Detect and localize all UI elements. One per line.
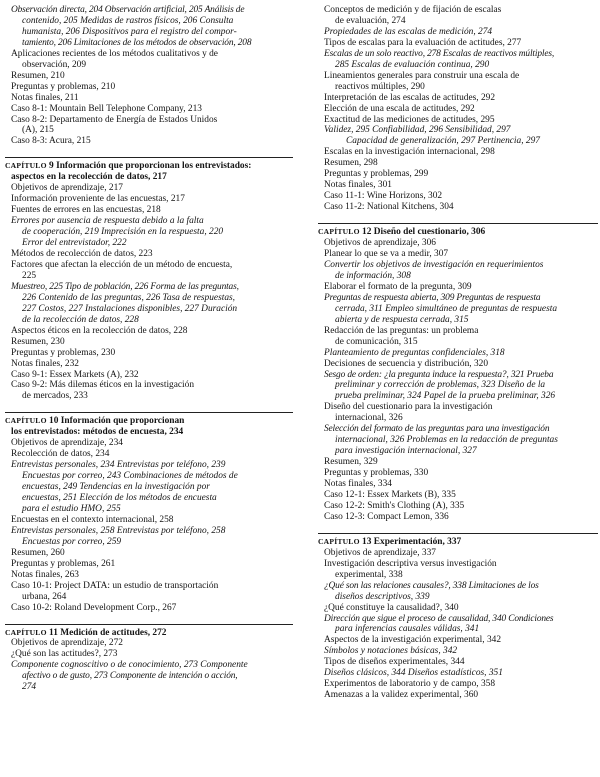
toc-entry: Escalas de un solo reactivo, 278 Escalas de reactivos múltiples,: [324, 48, 555, 59]
toc-entry: Selección del formato de las preguntas para una investigación: [324, 424, 550, 435]
toc-entry: de cooperación, 219 Imprecisión en la respuesta, 220: [22, 227, 224, 238]
toc-entry: observación, 209: [22, 59, 87, 70]
toc-entry: Resumen, 329: [324, 457, 378, 468]
chapter-heading: CAPÍTULO 10 Información que proporcionan: [5, 416, 185, 427]
toc-entry: Caso 9-2: Más dilemas éticos en la investigación: [11, 380, 195, 391]
toc-entry: Preguntas de respuesta abierta, 309 Preguntas de respuesta: [324, 292, 541, 303]
toc-entry: Factores que afectan la elección de un método de encuesta,: [11, 259, 233, 270]
toc-entry: Redacción de las preguntas: un problema: [324, 325, 479, 336]
toc-entry: cerrada, 311 Empleo simultáneo de preguntas de respuesta: [335, 303, 558, 314]
toc-entry: Observación directa, 204 Observación artificial, 205 Análisis de: [11, 5, 245, 15]
toc-entry: tamiento, 206 Limitaciones de los métodos de observación, 208: [22, 37, 252, 48]
continued-section: [318, 5, 598, 213]
toc-entry: Capacidad de generalización, 297 Pertinencia, 297: [346, 136, 540, 147]
toc-entry: Caso 8-3: Acura, 215: [11, 136, 91, 147]
toc-entry: Conceptos de medición y de fijación de escalas: [324, 5, 502, 15]
toc-entry: abierta y de respuesta cerrada, 315: [335, 314, 469, 325]
toc-entry: Entrevistas personales, 234 Entrevistas por teléfono, 239: [11, 460, 226, 471]
toc-entry: Caso 9-1: Essex Markets (A), 232: [11, 369, 139, 380]
toc-entry: Caso 11-1: Wine Horizons, 302: [324, 191, 443, 202]
toc-entry: afectivo o de gusto, 273 Componente de intención o acción,: [22, 671, 238, 682]
toc-entry: Notas finales, 263: [11, 569, 79, 580]
toc-entry: Experimentos de laboratorio y de campo, 358: [324, 679, 496, 690]
toc-entry: Objetivos de aprendizaje, 306: [324, 238, 436, 249]
toc-entry: experimental, 338: [335, 569, 403, 580]
toc-entry: internacional, 326: [335, 413, 403, 424]
toc-entry: de evaluación, 274: [335, 15, 406, 26]
chapter-heading-continued: aspectos en la recolección de datos, 217: [11, 172, 167, 183]
toc-entry: Componente cognoscitivo o de conocimiento, 273 Componente: [11, 660, 248, 671]
toc-entry: Investigación descriptiva versus investigación: [324, 558, 497, 569]
toc-entry: Dirección que sigue el proceso de causalidad, 340 Condiciones: [324, 613, 554, 624]
toc-entry: Objetivos de aprendizaje, 337: [324, 547, 436, 558]
toc-entry: ¿Qué constituye la causalidad?, 340: [324, 602, 459, 613]
toc-entry: preliminar y corrección de problemas, 323 Diseño de la: [335, 380, 546, 391]
toc-entry: Preguntas y problemas, 210: [11, 81, 116, 92]
toc-entry: Sesgo de orden: ¿la pregunta induce la respuesta?, 321 Prueba: [324, 369, 554, 380]
toc-entry: 274: [22, 682, 37, 693]
toc-entry: Encuestas por correo, 259: [22, 536, 122, 547]
toc-entry: de información, 308: [335, 270, 411, 281]
toc-entry: Validez, 295 Confiabilidad, 296 Sensibilidad, 297: [324, 125, 511, 136]
toc-entry: Propiedades de las escalas de medición, 274: [324, 26, 493, 37]
toc-entry: Elaborar el formato de la pregunta, 309: [324, 281, 472, 292]
toc-entry: Resumen, 210: [11, 70, 65, 81]
toc-entry: Caso 12-2: Smith's Clothing (A), 335: [324, 500, 465, 511]
toc-entry: Información proveniente de las encuestas, 217: [11, 194, 185, 205]
continued-section: [5, 5, 293, 147]
toc-entry: Preguntas y problemas, 230: [11, 347, 116, 358]
toc-entry: ¿Qué son las actitudes?, 273: [11, 649, 118, 660]
toc-entry: encuestas, 251 Elección de los métodos de encuesta: [22, 493, 217, 504]
toc-entry: 226 Contenido de las preguntas, 226 Tasa de respuestas,: [22, 292, 236, 303]
toc-entry: Decisiones de secuencia y distribución, 320: [324, 358, 489, 369]
chapter-section: [318, 223, 598, 523]
toc-entry: Objetivos de aprendizaje, 217: [11, 183, 123, 194]
toc-entry: de mercados, 233: [22, 391, 88, 402]
toc-entry: Interpretación de las escalas de actitudes, 292: [324, 92, 496, 103]
toc-entry: Caso 8-1: Mountain Bell Telephone Company, 213: [11, 103, 202, 114]
toc-entry: Lineamientos generales para construir una escala de: [324, 70, 520, 81]
toc-entry: Entrevistas personales, 258 Entrevistas por teléfono, 258: [11, 525, 226, 536]
toc-entry: Caso 8-2: Departamento de Energía de Estados Unidos: [11, 114, 218, 125]
toc-entry: Preguntas y problemas, 330: [324, 468, 429, 479]
toc-entry: para inferencias causales válidas, 341: [335, 624, 480, 635]
toc-entry: Encuestas por correo, 243 Combinaciones de métodos de: [22, 471, 238, 482]
toc-entry: Objetivos de aprendizaje, 272: [11, 638, 123, 649]
toc-entry: Muestreo, 225 Tipo de población, 226 Forma de las preguntas,: [11, 281, 239, 292]
toc-column-right: [318, 5, 598, 701]
chapter-heading: CAPÍTULO 13 Experimentación, 337: [318, 536, 462, 547]
toc-entry: Caso 11-2: National Kitchens, 304: [324, 202, 454, 213]
toc-entry: Caso 12-3: Compact Lemon, 336: [324, 511, 449, 522]
toc-entry: Exactitud de las mediciones de actitudes, 295: [324, 114, 495, 125]
chapter-section: [5, 412, 293, 613]
toc-entry: Convertir los objetivos de investigación en requerimientos: [324, 259, 544, 270]
toc-entry: Tipos de escalas para la evaluación de actitudes, 277: [324, 37, 522, 48]
toc-entry: contenido, 205 Medidas de rastros físicos, 206 Consulta: [22, 15, 234, 26]
toc-entry: humanista, 206 Dispositivos para el registro del compor-: [22, 26, 237, 37]
toc-entry: reactivos múltiples, 290: [335, 81, 425, 92]
toc-column-left: [5, 5, 293, 693]
toc-entry: Métodos de recolección de datos, 223: [11, 249, 153, 260]
toc-entry: Encuestas en el contexto internacional, 258: [11, 514, 174, 525]
toc-entry: Notas finales, 334: [324, 479, 392, 490]
toc-entry: prueba preliminar, 324 Papel de la prueba preliminar, 326: [335, 391, 556, 402]
chapter-section: [318, 533, 598, 701]
toc-entry: (A), 215: [22, 125, 54, 136]
toc-entry: 225: [22, 270, 37, 281]
toc-entry: Notas finales, 301: [324, 180, 392, 191]
toc-entry: Aspectos éticos en la recolección de datos, 228: [11, 325, 188, 336]
toc-entry: Diseño del cuestionario para la investigación: [324, 402, 493, 413]
toc-entry: Errores por ausencia de respuesta debido a la falta: [11, 216, 204, 227]
toc-entry: ¿Qué son las relaciones causales?, 338 Limitaciones de los: [324, 580, 539, 591]
chapter-heading: CAPÍTULO 11 Medición de actitudes, 272: [5, 627, 167, 638]
chapter-heading: CAPÍTULO 12 Diseño del cuestionario, 306: [318, 227, 486, 238]
toc-entry: Diseños clásicos, 344 Diseños estadísticos, 351: [324, 668, 503, 679]
toc-entry: urbana, 264: [22, 591, 67, 602]
toc-entry: Resumen, 298: [324, 158, 378, 169]
toc-entry: Amenazas a la validez experimental, 360: [324, 690, 479, 701]
toc-entry: para el estudio HMO, 255: [22, 503, 121, 514]
toc-entry: para investigación internacional, 327: [335, 446, 477, 457]
toc-entry: encuestas, 249 Tendencias en la investigación por: [22, 482, 210, 493]
toc-entry: Caso 10-1: Project DATA: un estudio de transportación: [11, 580, 219, 591]
toc-entry: Símbolos y notaciones básicas, 342: [324, 646, 458, 657]
toc-entry: Caso 12-1: Essex Markets (B), 335: [324, 489, 456, 500]
toc-entry: 227 Costos, 227 Instalaciones disponibles, 227 Duración: [22, 303, 238, 314]
toc-entry: Resumen, 230: [11, 336, 65, 347]
chapter-section: [5, 157, 293, 402]
toc-entry: Error del entrevistador, 222: [22, 238, 127, 249]
toc-entry: Resumen, 260: [11, 547, 65, 558]
toc-entry: diseños descriptivos, 339: [335, 591, 430, 602]
toc-entry: Preguntas y problemas, 299: [324, 169, 429, 180]
toc-entry: Aspectos de la investigación experimental, 342: [324, 635, 502, 646]
toc-entry: Preguntas y problemas, 261: [11, 558, 116, 569]
toc-entry: Aplicaciones recientes de los métodos cualitativos y de: [11, 48, 218, 59]
toc-entry: de comunicación, 315: [335, 336, 418, 347]
toc-entry: internacional, 326 Problemas en la redacción de preguntas: [335, 435, 558, 446]
toc-entry: Planteamiento de preguntas confidenciales, 318: [324, 347, 505, 358]
toc-entry: Tipos de diseños experimentales, 344: [324, 657, 465, 668]
toc-entry: Fuentes de errores en las encuestas, 218: [11, 205, 161, 216]
toc-entry: 285 Escalas de evaluación continua, 290: [335, 59, 490, 70]
toc-entry: Recolección de datos, 234: [11, 449, 110, 460]
toc-entry: Objetivos de aprendizaje, 234: [11, 438, 123, 449]
chapter-heading-continued: los entrevistados: métodos de encuesta, 234: [11, 427, 184, 438]
toc-entry: de la recolección de datos, 228: [22, 314, 139, 325]
toc-entry: Planear lo que se va a medir, 307: [324, 249, 449, 260]
chapter-section: [5, 624, 293, 694]
toc-entry: Caso 10-2: Roland Development Corp., 267: [11, 602, 177, 613]
chapter-heading: CAPÍTULO 9 Información que proporcionan los entrevistados:: [5, 161, 252, 172]
toc-entry: Escalas en la investigación internacional, 298: [324, 147, 495, 158]
toc-entry: Notas finales, 211: [11, 92, 79, 103]
toc-entry: Notas finales, 232: [11, 358, 79, 369]
toc-entry: Elección de una escala de actitudes, 292: [324, 103, 475, 114]
